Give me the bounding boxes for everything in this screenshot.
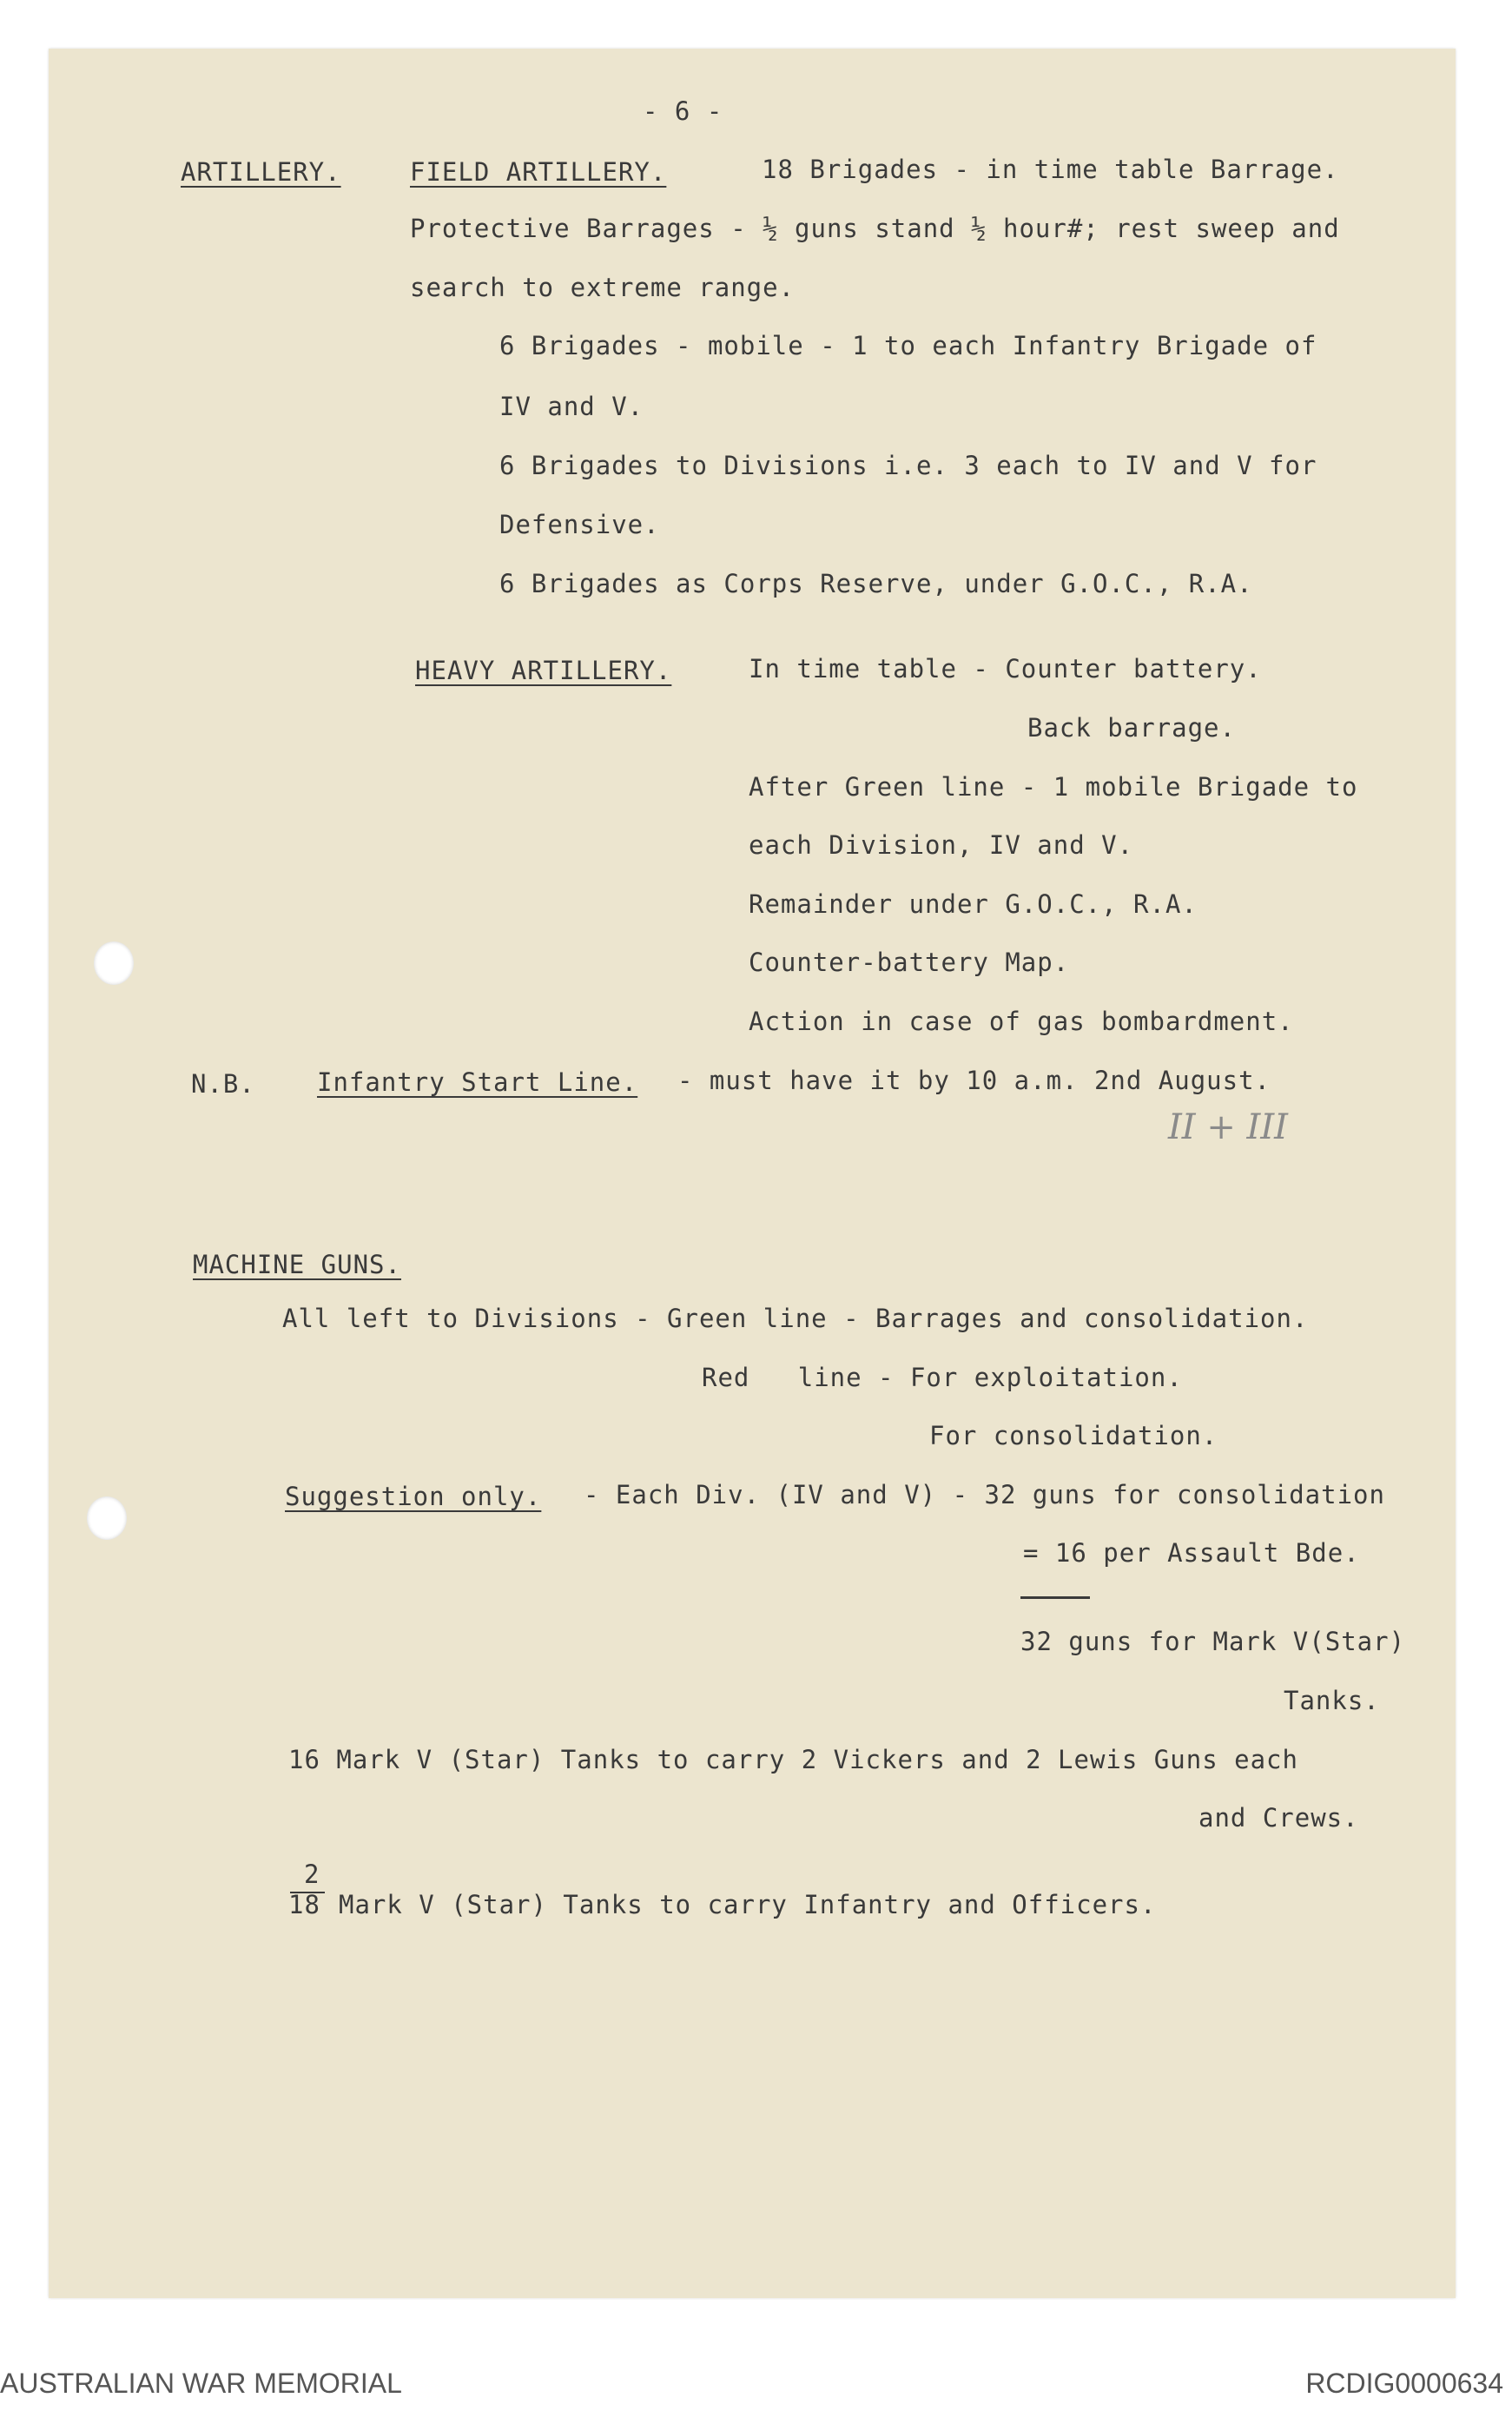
- artillery-heading: ARTILLERY.: [181, 157, 341, 187]
- field-line-3: search to extreme range.: [410, 273, 796, 302]
- page-number: - 6 -: [643, 96, 723, 126]
- suggestion-only-label: Suggestion only.: [285, 1482, 542, 1511]
- heavy-line-6: Counter-battery Map.: [749, 948, 1070, 977]
- field-line-4: 6 Brigades - mobile - 1 to each Infantry Brigade of: [499, 331, 1317, 360]
- suggestion-text: - Each Div. (IV and V) - 32 guns for consolidation: [584, 1480, 1385, 1509]
- nb-text: - must have it by 10 a.m. 2nd August.: [677, 1066, 1271, 1095]
- field-artillery-heading: FIELD ARTILLERY.: [410, 157, 667, 187]
- guns-for-mark-v: 32 guns for Mark V(Star): [1020, 1627, 1406, 1656]
- footer-archive-name: AUSTRALIAN WAR MEMORIAL: [0, 2368, 402, 2399]
- handwritten-annotation: II + III: [1168, 1107, 1288, 1147]
- punch-hole-lower: [87, 1496, 127, 1540]
- mg-line-2: Red line - For exploitation.: [702, 1363, 1183, 1392]
- total-rule: [1020, 1596, 1090, 1599]
- machine-guns-heading: MACHINE GUNS.: [193, 1250, 401, 1279]
- fraction-denominator: 18: [288, 1890, 320, 1919]
- tanks-word: Tanks.: [1284, 1686, 1380, 1715]
- document-sheet: [49, 49, 1456, 2298]
- mg-line-1: All left to Divisions - Green line - Barrages and consolidation.: [282, 1304, 1309, 1333]
- heavy-line-2: Back barrage.: [1027, 713, 1236, 743]
- field-line-5: IV and V.: [499, 392, 644, 421]
- mg-line-3: For consolidation.: [929, 1421, 1218, 1450]
- field-line-1: 18 Brigades - in time table Barrage.: [762, 155, 1339, 184]
- nb-label: N.B.: [191, 1069, 255, 1099]
- fraction-numerator: 2: [304, 1859, 320, 1889]
- heavy-line-5: Remainder under G.O.C., R.A.: [749, 889, 1198, 919]
- field-line-2: Protective Barrages - ½ guns stand ½ hour#; rest sweep and: [410, 214, 1340, 243]
- heavy-line-4: each Division, IV and V.: [749, 830, 1134, 860]
- footer-record-id: RCDIG0000634: [1305, 2368, 1503, 2399]
- field-line-6: 6 Brigades to Divisions i.e. 3 each to IV and V for: [499, 451, 1317, 480]
- crews-line: and Crews.: [1198, 1803, 1359, 1833]
- field-line-8: 6 Brigades as Corps Reserve, under G.O.C., R.A.: [499, 569, 1253, 598]
- heavy-line-3: After Green line - 1 mobile Brigade to: [749, 772, 1358, 802]
- field-line-7: Defensive.: [499, 510, 660, 539]
- heavy-line-1: In time table - Counter battery.: [749, 654, 1262, 684]
- heavy-artillery-heading: HEAVY ARTILLERY.: [415, 656, 672, 685]
- infantry-tanks-line: Mark V (Star) Tanks to carry Infantry and Officers.: [339, 1890, 1157, 1919]
- punch-hole-upper: [94, 941, 134, 985]
- vickers-line: 16 Mark V (Star) Tanks to carry 2 Vickers and 2 Lewis Guns each: [288, 1745, 1298, 1774]
- infantry-start-line-heading: Infantry Start Line.: [317, 1067, 638, 1097]
- equals-line: = 16 per Assault Bde.: [1023, 1538, 1360, 1568]
- heavy-line-7: Action in case of gas bombardment.: [749, 1007, 1294, 1036]
